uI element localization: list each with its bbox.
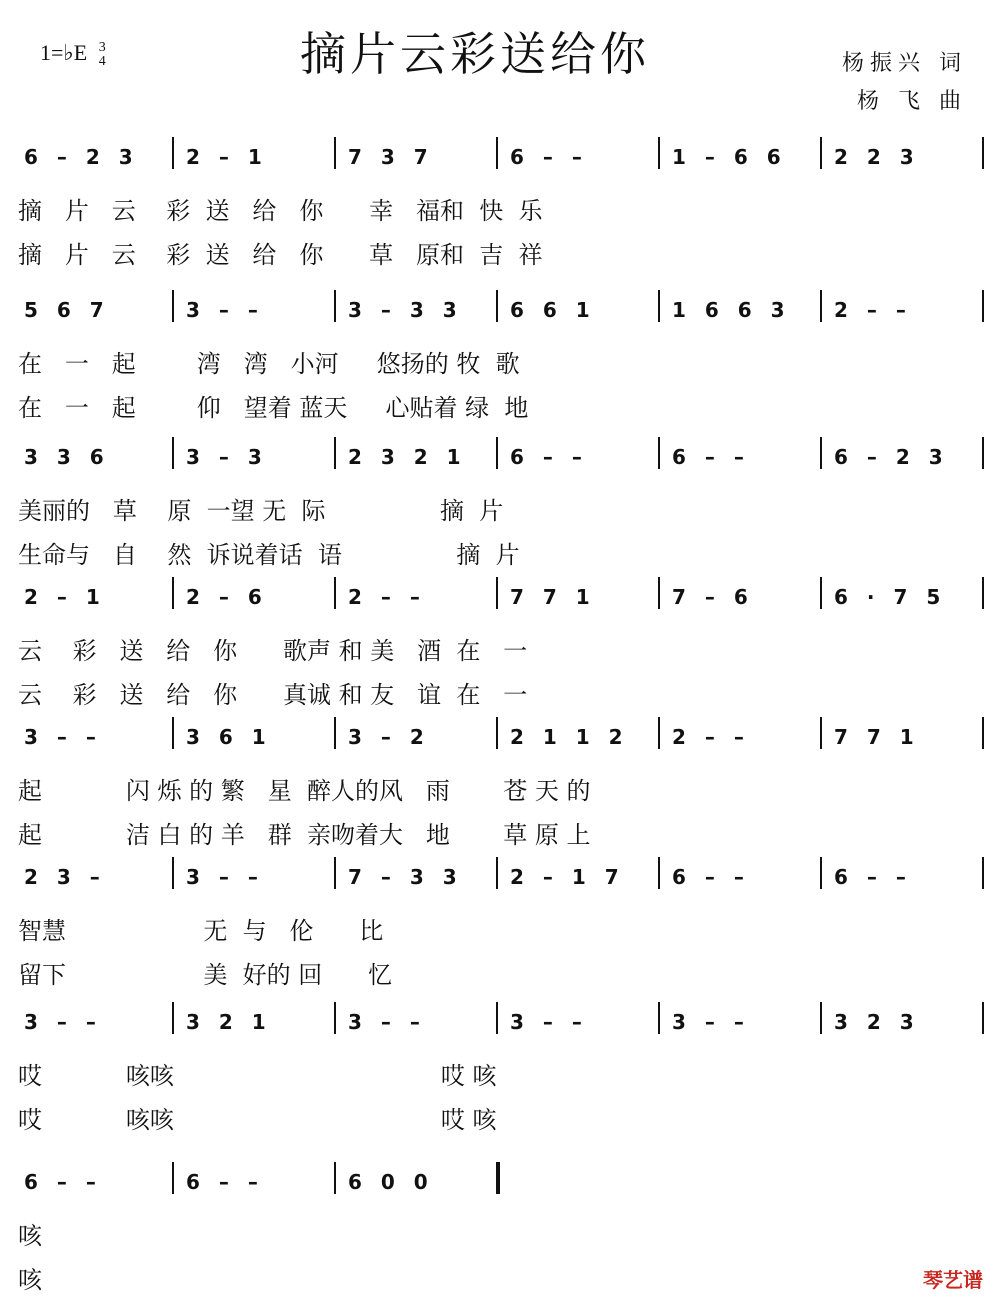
score-system xyxy=(18,435,987,575)
score-system xyxy=(18,1000,987,1140)
barline xyxy=(820,1002,822,1034)
barline xyxy=(334,137,336,169)
measure-notes: 3 – 3 3 xyxy=(348,298,463,322)
measure-notes: 6 – – xyxy=(510,145,588,169)
measure-notes: 3 – 3 xyxy=(186,445,268,469)
composer-credit: 杨 飞 曲 xyxy=(857,89,967,114)
measure-notes: 7 – 6 xyxy=(672,585,754,609)
lyrics-verse-2: 云 彩 送 给 你 真诚 和 友 谊 在 一 xyxy=(18,681,528,709)
measure-notes: 3 3 6 xyxy=(24,445,110,469)
barline xyxy=(982,857,984,889)
lyrics-verse-1: 哎 咳咳 哎 咳 xyxy=(18,1062,497,1090)
barline xyxy=(172,1002,174,1034)
notes-row xyxy=(18,855,987,895)
lyrics-verse-2: 留下 美 好的 回 忆 xyxy=(18,961,392,989)
score-system xyxy=(18,715,987,855)
barline xyxy=(334,437,336,469)
notes-row xyxy=(18,435,987,475)
lyrics-verse-2: 哎 咳咳 哎 咳 xyxy=(18,1106,497,1134)
barline xyxy=(496,577,498,609)
notes-row xyxy=(18,715,987,755)
measure-notes: 2 – – xyxy=(834,298,912,322)
barline xyxy=(982,717,984,749)
measure-notes: 1 – 6 6 xyxy=(672,145,787,169)
measure-notes: 6 – – xyxy=(672,865,750,889)
measure-notes: 3 – – xyxy=(186,865,264,889)
measure-notes: 3 – 2 xyxy=(348,725,430,749)
barline xyxy=(172,290,174,322)
barline xyxy=(496,857,498,889)
score-system xyxy=(18,1160,987,1300)
lyrics-verse-1: 在 一 起 湾 湾 小河 悠扬的 牧 歌 xyxy=(18,350,520,378)
measure-notes: 3 – – xyxy=(186,298,264,322)
measure-notes: 2 – 6 xyxy=(186,585,268,609)
barline xyxy=(496,137,498,169)
notes-row xyxy=(18,288,987,328)
barline xyxy=(658,577,660,609)
barline xyxy=(982,137,984,169)
lyrics-verse-1: 摘 片 云 彩 送 给 你 幸 福和 快 乐 xyxy=(18,197,543,225)
barline xyxy=(820,290,822,322)
measure-notes: 3 2 1 xyxy=(186,1010,272,1034)
barline xyxy=(820,577,822,609)
barline xyxy=(496,290,498,322)
measure-notes: 3 2 3 xyxy=(834,1010,920,1034)
lyrics-verse-1: 美丽的 草 原 一望 无 际 摘 片 xyxy=(18,497,504,525)
barline xyxy=(820,717,822,749)
lyrics-verse-1: 起 闪 烁 的 繁 星 醉人的风 雨 苍 天 的 xyxy=(18,777,591,805)
logo-text: 琴艺谱 xyxy=(923,1268,983,1292)
barline xyxy=(334,857,336,889)
measure-notes: 6 · 7 5 xyxy=(834,585,947,609)
measure-notes: 6 – – xyxy=(510,445,588,469)
measure-notes: 2 2 3 xyxy=(834,145,920,169)
notes-row xyxy=(18,1000,987,1040)
measure-notes: 2 – – xyxy=(672,725,750,749)
barline xyxy=(334,290,336,322)
measure-notes: 7 – 3 3 xyxy=(348,865,463,889)
barline xyxy=(982,1002,984,1034)
measure-notes: 3 – – xyxy=(510,1010,588,1034)
measure-notes: 6 – 2 3 xyxy=(24,145,139,169)
barline xyxy=(172,577,174,609)
song-title: 摘片云彩送给你 xyxy=(300,27,650,81)
barline xyxy=(334,717,336,749)
lyrics-verse-2: 咳 xyxy=(18,1266,42,1294)
notes-row xyxy=(18,135,987,175)
site-logo xyxy=(923,1264,983,1293)
barline xyxy=(820,437,822,469)
barline xyxy=(658,857,660,889)
measure-notes: 2 – 1 xyxy=(186,145,268,169)
key-signature xyxy=(40,40,106,69)
lyrics-verse-2: 摘 片 云 彩 送 给 你 草 原和 吉 祥 xyxy=(18,241,543,269)
barline xyxy=(820,137,822,169)
measure-notes: 3 6 1 xyxy=(186,725,272,749)
lyrics-verse-2: 生命与 自 然 诉说着话 语 摘 片 xyxy=(18,541,520,569)
time-top: 3 xyxy=(98,39,106,55)
measure-notes: 3 – – xyxy=(24,725,102,749)
barline xyxy=(334,1002,336,1034)
time-bottom: 4 xyxy=(98,53,106,69)
time-signature xyxy=(99,41,106,69)
barline xyxy=(658,437,660,469)
measure-notes: 7 7 1 xyxy=(834,725,920,749)
measure-notes: 6 – – xyxy=(834,865,912,889)
barline xyxy=(172,437,174,469)
measure-notes: 2 3 – xyxy=(24,865,106,889)
lyrics-verse-2: 在 一 起 仰 望着 蓝天 心贴着 绿 地 xyxy=(18,394,529,422)
barline xyxy=(658,137,660,169)
score-system xyxy=(18,855,987,995)
measure-notes: 2 – – xyxy=(348,585,426,609)
barline xyxy=(496,1002,498,1034)
measure-notes: 6 – – xyxy=(186,1170,264,1194)
barline xyxy=(172,1162,174,1194)
key-label: 1=♭E xyxy=(40,40,88,65)
lyrics-verse-1: 咳 xyxy=(18,1222,42,1250)
score-system xyxy=(18,575,987,715)
barline xyxy=(172,137,174,169)
measure-notes: 2 – 1 7 xyxy=(510,865,625,889)
barline xyxy=(496,717,498,749)
measure-notes: 3 – – xyxy=(672,1010,750,1034)
measure-notes: 6 – – xyxy=(24,1170,102,1194)
barline xyxy=(982,577,984,609)
measure-notes: 2 3 2 1 xyxy=(348,445,467,469)
lyricist-credit: 杨振兴 词 xyxy=(842,51,967,76)
measure-notes: 7 3 7 xyxy=(348,145,434,169)
measure-notes: 6 – 2 3 xyxy=(834,445,949,469)
measure-notes: 3 – – xyxy=(24,1010,102,1034)
measure-notes: 7 7 1 xyxy=(510,585,596,609)
score-system xyxy=(18,288,987,428)
lyrics-verse-1: 智慧 无 与 伦 比 xyxy=(18,917,384,945)
barline xyxy=(658,717,660,749)
measure-notes: 6 0 0 xyxy=(348,1170,434,1194)
score-system xyxy=(18,135,987,275)
measure-notes: 2 – 1 xyxy=(24,585,106,609)
barline xyxy=(982,290,984,322)
measure-notes: 2 1 1 2 xyxy=(510,725,629,749)
barline xyxy=(820,857,822,889)
notes-row xyxy=(18,575,987,615)
lyrics-verse-1: 云 彩 送 给 你 歌声 和 美 酒 在 一 xyxy=(18,637,528,665)
barline xyxy=(658,290,660,322)
measure-notes: 1 6 6 3 xyxy=(672,298,791,322)
barline xyxy=(172,857,174,889)
lyrics-verse-2: 起 洁 白 的 羊 群 亲吻着大 地 草 原 上 xyxy=(18,821,591,849)
measure-notes: 6 – – xyxy=(672,445,750,469)
final-barline xyxy=(496,1162,500,1194)
notes-row xyxy=(18,1160,987,1200)
measure-notes: 6 6 1 xyxy=(510,298,596,322)
barline xyxy=(982,437,984,469)
barline xyxy=(496,437,498,469)
measure-notes: 5 6 7 xyxy=(24,298,110,322)
barline xyxy=(334,577,336,609)
barline xyxy=(334,1162,336,1194)
barline xyxy=(172,717,174,749)
barline xyxy=(658,1002,660,1034)
measure-notes: 3 – – xyxy=(348,1010,426,1034)
